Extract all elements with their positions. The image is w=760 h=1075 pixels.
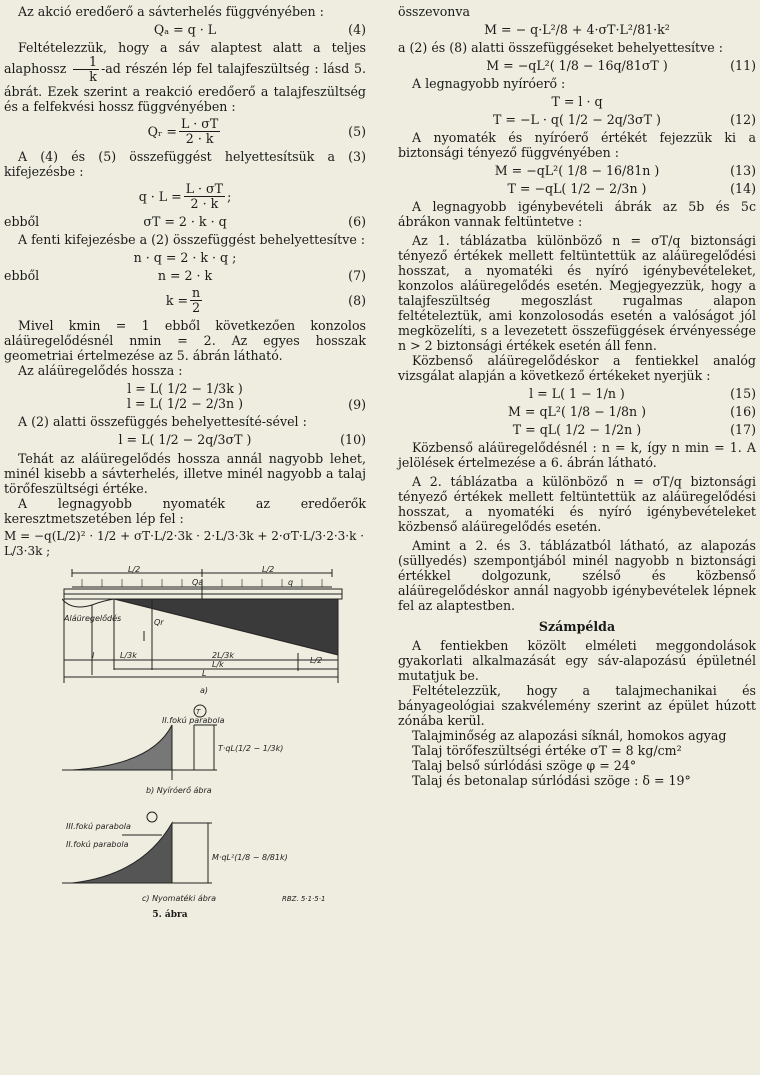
equation-number: (10)	[340, 432, 366, 447]
figure-label: Qa	[192, 578, 204, 587]
figure-label: M·qL²(1/8 − 8/81k)	[212, 853, 288, 862]
denominator: k	[89, 69, 97, 84]
paragraph: Közbenső aláüregelődésnél : n = k, így n min = 1. A jelölések értelmezése a 6. ábrán látható.	[398, 440, 756, 470]
paragraph: Talaj törőfeszültségi értéke σT = 8 kg/cm²	[412, 743, 682, 758]
fraction	[184, 182, 225, 211]
equation-12	[398, 112, 756, 127]
figure-label: Qr	[154, 618, 164, 627]
equation-body: l = L( 1 − 1/n )	[529, 386, 625, 401]
paragraph: A nyomaték és nyíróerő értékét fejezzük ki a biztonsági tényező függvényében :	[398, 130, 756, 160]
equation-number: (8)	[348, 293, 366, 308]
equation-number: (14)	[730, 181, 756, 196]
equation-line: l = L( 1/2 − 2/3n )	[127, 396, 243, 411]
equation-line: l = L( 1/2 − 1/3k )	[127, 381, 243, 396]
label-ebbol: ebből	[4, 214, 40, 229]
equation-17	[398, 422, 756, 437]
figure-label: q	[288, 578, 294, 587]
figure-label: 2L/3k	[212, 651, 234, 660]
equation-13	[398, 163, 756, 178]
denominator: 2 · k	[185, 131, 214, 146]
equation-lhs: q · L =	[138, 189, 182, 204]
equation-body: M = qL²( 1/8 − 1/8n )	[508, 404, 646, 419]
equation-body: T = qL( 1/2 − 1/2n )	[512, 422, 642, 437]
equation-5	[4, 117, 366, 146]
paragraph: Talajminőség az alapozási síknál, homokos agyag	[412, 728, 727, 743]
paragraph: Az 1. táblázatba különböző n = σT/q biztonsági tényező értékek mellett feltüntettük az aláüregelődési hosszat, a nyomatéki és nyíró igénybevételeket, konzolos aláüregelődés esetén. Megjegyezzük, hogy a talajfeszültség megoszlást rugalmas alapon feltételeztük, ami konzolosodás esetén a valóságot jól megközelíti, s a levezetett összefüggések érvényessége n > 2 biztonsági értékek esetén áll fenn.	[398, 233, 756, 353]
paragraph: Talaj és betonalap súrlódási szöge : δ = 19°	[412, 773, 691, 788]
equation-6	[4, 214, 366, 229]
paragraph: Az akció eredőerő a sávterhelés függvényében :	[18, 4, 324, 19]
figure-label: T·qL(1/2 − 1/3k)	[218, 744, 284, 753]
fraction	[73, 55, 99, 84]
denominator: 2	[192, 300, 201, 315]
equation-4	[4, 22, 366, 37]
section-heading: Számpélda	[538, 619, 616, 634]
equation-10	[4, 432, 366, 447]
denominator: 2 · k	[190, 196, 219, 211]
equation-substitution	[4, 182, 366, 211]
figure-label: II.fokú parabola	[162, 716, 225, 725]
equation-16	[398, 404, 756, 419]
equation-body: T = −qL( 1/2 − 2/3n )	[507, 181, 647, 196]
equation-8	[4, 286, 366, 315]
paragraph: összevonva	[398, 4, 471, 19]
paragraph	[4, 40, 366, 114]
equation-body: M = −q(L/2)² · 1/2 + σT·L/2·3k · 2·L/3·3k + 2·σT·L/3·2·3·k · L/3·3k ;	[4, 529, 365, 558]
numerator: n	[192, 285, 201, 300]
figure-label: L	[202, 669, 207, 678]
paragraph: A legnagyobb igénybevételi ábrák az 5b és 5c ábrákon vannak feltüntetve :	[398, 199, 756, 229]
equation-15	[398, 386, 756, 401]
equation-body: n · q = 2 · k · q ;	[133, 250, 237, 265]
equation-14	[398, 181, 756, 196]
figure-label: L/3k	[120, 651, 137, 660]
equation-number: (17)	[730, 422, 756, 437]
fraction	[190, 286, 202, 315]
paragraph: A 2. táblázatba a különböző n = σT/q biztonsági tényező értékek mellett feltüntettük az aláüregelődési hosszat, a nyomatéki és nyíró igénybevételeket közbenső aláüregelődés esetén.	[398, 474, 756, 534]
equation-body: n = 2 · k	[157, 268, 213, 283]
equation-lhs: k =	[165, 293, 189, 308]
paragraph: Talaj belső súrlódási szöge φ = 24°	[412, 758, 637, 773]
figure-caption: b) Nyíróerő ábra	[146, 786, 212, 795]
numerator: L · σT	[185, 181, 224, 196]
equation-number: (11)	[730, 58, 756, 73]
figure-caption: c) Nyomatéki ábra	[142, 894, 216, 903]
paragraph: A legnagyobb nyomaték az eredőerők keresztmetszetében lép fel :	[4, 496, 366, 526]
equation-body: T = l · q	[551, 94, 603, 109]
paragraph: Tehát az aláüregelődés hossza annál nagyobb lehet, minél kisebb a sávterhelés, illetve minél nagyobb a talaj törőfeszültségi értéke.	[4, 451, 366, 496]
paragraph: Az aláüregelődés hossza :	[18, 363, 183, 378]
equation-body: Qₐ = q · L	[153, 22, 217, 37]
paragraph-text: -ad részén lép fel talajfeszültség : lásd 5. ábrát. Ezek szerint a reakció eredőerő a talajfeszültség és a felfekvési hossz függvényében :	[4, 61, 366, 114]
equation-moment	[4, 529, 366, 559]
numerator: L · σT	[180, 116, 219, 131]
paragraph: Mivel kmin = 1 ebből következően konzolos aláüregelődésnél nmin = 2. Az egyes hosszak geometriai értelmezése az 5. ábrán látható.	[4, 318, 366, 363]
paragraph: A fenti kifejezésbe a (2) összefüggést behelyettesítve :	[18, 232, 366, 247]
equation-body: l = L( 1/2 − 2q/3σT )	[118, 432, 252, 447]
figure-stamp: RBZ. 5·1·5·1	[282, 895, 326, 903]
figure-label: L/k	[212, 660, 224, 669]
paragraph: a (2) és (8) alatti összefüggéseket behelyettesítve :	[398, 40, 723, 55]
paragraph: A (2) alatti összefüggés behelyettesíté-sével :	[18, 414, 307, 429]
left-column	[4, 4, 366, 923]
equation-body: M = −qL²( 1/8 − 16q/81σT )	[486, 58, 668, 73]
equation-lhs: Qᵣ =	[147, 124, 177, 139]
figure-label: Aláüregelődés	[64, 614, 122, 623]
label-ebbol: ebből	[4, 268, 40, 283]
figure-label: L/2	[310, 656, 323, 665]
equation-number: (9)	[348, 397, 366, 412]
equation-tail: ;	[227, 189, 232, 204]
equation-number: (5)	[348, 124, 366, 139]
figure-drawing	[62, 565, 362, 910]
equation-9	[4, 381, 366, 411]
figure-label: l	[92, 651, 95, 660]
numerator: 1	[73, 55, 99, 70]
equation-number: (7)	[348, 268, 366, 283]
equation-moment-combined	[398, 22, 756, 37]
paragraph: A legnagyobb nyíróerő :	[412, 76, 566, 91]
fraction	[179, 117, 220, 146]
equation-number: (16)	[730, 404, 756, 419]
figure-title: 5. ábra	[152, 910, 188, 920]
paragraph-text: Feltételezzük, hogy a sáv alaptest alatt a teljes alaphossz	[4, 40, 366, 76]
equation-body: σT = 2 · k · q	[143, 214, 227, 229]
figure-5	[4, 565, 366, 923]
figure-marker: T	[196, 708, 201, 716]
paragraph: Közbenső aláüregelődéskor a fentiekkel analóg vizsgálat alapján a következő értékeket nyerjük :	[398, 353, 756, 383]
equation-number: (6)	[348, 214, 366, 229]
equation-body: M = −qL²( 1/8 − 16/81n )	[494, 163, 660, 178]
equation-number: (12)	[730, 112, 756, 127]
equation-number: (4)	[348, 22, 366, 37]
equation-number: (15)	[730, 386, 756, 401]
equation-7	[4, 268, 366, 283]
equation-body: M = − q·L²/8 + 4·σT·L²/81·k²	[484, 22, 670, 37]
figure-label: L/2	[262, 565, 275, 574]
figure-caption: a)	[200, 686, 209, 695]
figure-label: III.fokú parabola	[66, 822, 131, 831]
paragraph: Amint a 2. és 3. táblázatból látható, az alapozás (süllyedés) szempontjából minél nagyobb n biztonsági értékkel dolgozunk, szélső és közbenső aláüregelődéskor annál nagyobb igénybevételek lépnek fel az alaptestben.	[398, 538, 756, 613]
figure-label: II.fokú parabola	[66, 840, 129, 849]
equation-shear	[398, 94, 756, 109]
paragraph: Feltételezzük, hogy a talajmechanikai és bányageológiai szakvélemény szerint az épület húzott zónába kerül.	[398, 683, 756, 728]
right-column	[398, 4, 756, 788]
figure-label: L/2	[128, 565, 141, 574]
equation-body: T = −L · q( 1/2 − 2q/3σT )	[493, 112, 661, 127]
paragraph: A (4) és (5) összefüggést helyettesítsük a (3) kifejezésbe :	[4, 149, 366, 179]
paragraph: A fentiekben közölt elméleti meggondolások gyakorlati alkalmazását egy sáv-alapozású épületnél mutatjuk be.	[398, 638, 756, 683]
equation-nq	[4, 250, 366, 265]
equation-number: (13)	[730, 163, 756, 178]
equation-11	[398, 58, 756, 73]
